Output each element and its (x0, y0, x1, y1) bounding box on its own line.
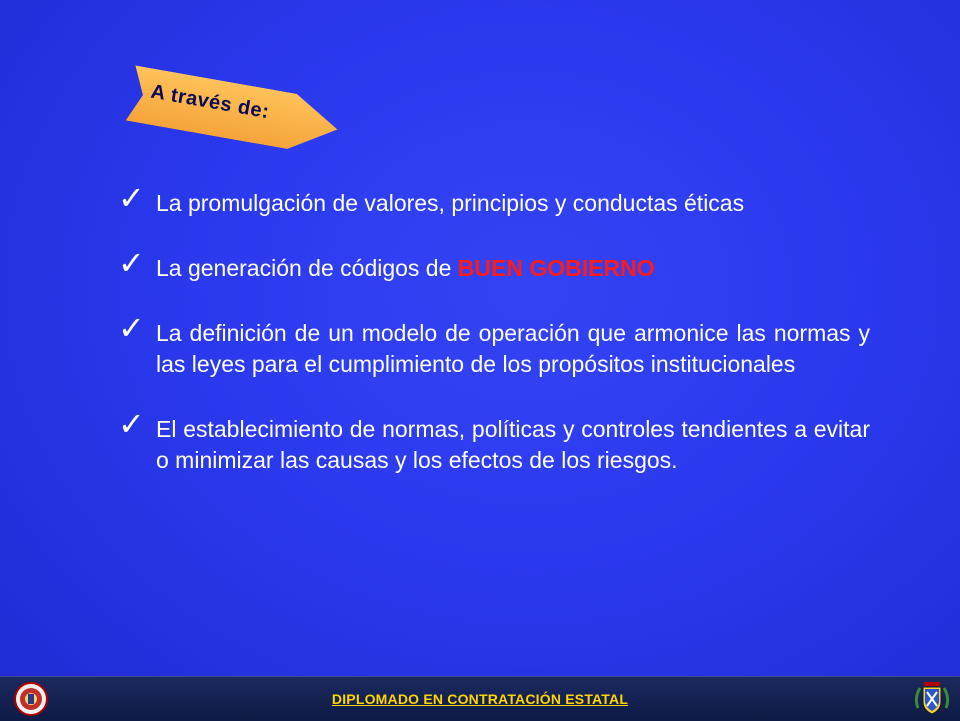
bullet-text (156, 253, 870, 284)
check-icon: ✓ (118, 244, 145, 282)
bullet-text-lead: La generación de códigos de (156, 255, 458, 281)
footer-title: DIPLOMADO EN CONTRATACIÓN ESTATAL (331, 691, 629, 707)
check-icon: ✓ (118, 309, 145, 347)
list-item (118, 244, 870, 284)
bullet-text: La promulgación de valores, principios y conductas éticas (156, 190, 745, 216)
list-item (118, 405, 870, 476)
check-icon: ✓ (118, 179, 145, 217)
institution-seal-icon (14, 682, 48, 716)
bullet-text: El establecimiento de normas, políticas y controles tendientes a evitar o minimizar las causas y los efectos de los riesgos. (156, 416, 870, 473)
military-shield-icon (912, 678, 952, 718)
section-tag (122, 54, 354, 181)
footer-bar (0, 676, 960, 721)
highlight-text: BUEN GOBIERNO (457, 255, 655, 281)
tag-label: A través de: (149, 80, 271, 124)
bullet-list (118, 179, 870, 476)
bullet-text: La definición de un modelo de operación que armonice las normas y las leyes para el cumplimiento de los propósitos institucionales (156, 320, 870, 377)
check-icon: ✓ (118, 405, 145, 443)
list-item (118, 309, 870, 380)
list-item (118, 179, 870, 219)
